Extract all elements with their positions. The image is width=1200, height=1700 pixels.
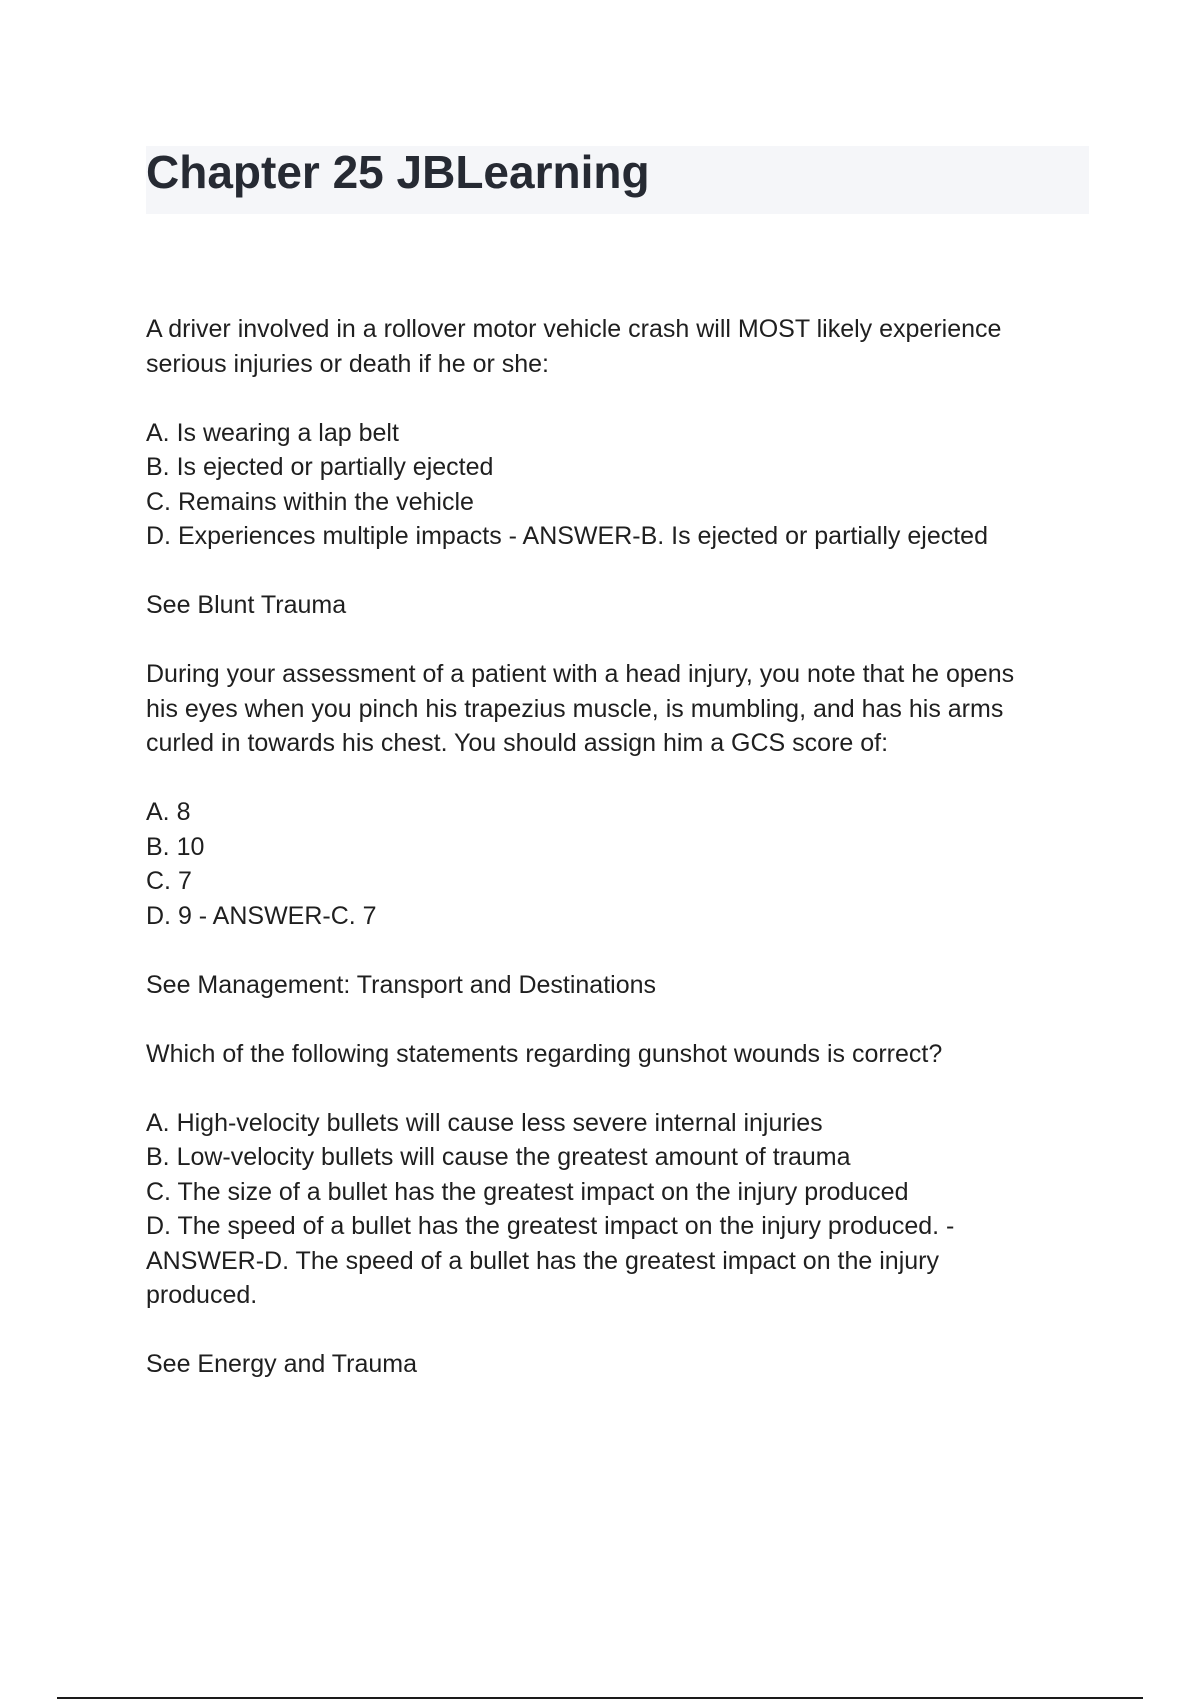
answer-option: B. 10	[146, 832, 205, 861]
answer-option: C. The size of a bullet has the greatest impact on the injury produced	[146, 1177, 909, 1206]
answer-option: B. Is ejected or partially ejected	[146, 453, 494, 481]
question-2-reference	[146, 968, 1096, 1003]
reference-text: See Blunt Trauma	[146, 591, 347, 619]
answer-option: produced.	[146, 1281, 258, 1309]
question-stem-line: his eyes when you pinch his trapezius muscle, is mumbling, and has his arms	[146, 694, 1004, 723]
bottom-divider	[57, 1697, 1143, 1699]
question-3-stem	[146, 1037, 1096, 1072]
question-1-reference	[146, 588, 1096, 623]
answer-option: A. Is wearing a lap belt	[146, 418, 399, 447]
question-stem-line: Which of the following statements regarding gunshot wounds is correct?	[146, 1039, 943, 1068]
question-stem-line: serious injuries or death if he or she:	[146, 349, 549, 378]
answer-option: D. 9 - ANSWER-C. 7	[146, 901, 377, 930]
document-body	[146, 312, 1096, 1416]
reference-text: See Energy and Trauma	[146, 1350, 417, 1378]
question-3-options	[146, 1106, 1096, 1313]
question-stem-line: curled in towards his chest. You should assign him a GCS score of:	[146, 729, 889, 757]
question-1-stem	[146, 312, 1096, 381]
reference-text: See Management: Transport and Destinations	[146, 970, 657, 999]
answer-option: C. 7	[146, 867, 192, 895]
answer-option: B. Low-velocity bullets will cause the greatest amount of trauma	[146, 1143, 851, 1171]
answer-option: A. High-velocity bullets will cause less severe internal injuries	[146, 1108, 823, 1137]
page-title: Chapter 25 JBLearning	[146, 146, 650, 198]
question-3-reference	[146, 1347, 1096, 1382]
answer-option: ANSWER-D. The speed of a bullet has the greatest impact on the injury	[146, 1246, 939, 1275]
question-stem-line: A driver involved in a rollover motor vehicle crash will MOST likely experience	[146, 315, 1002, 343]
answer-option: D. Experiences multiple impacts - ANSWER-B. Is ejected or partially ejected	[146, 522, 988, 550]
question-2-stem	[146, 657, 1096, 761]
question-2-options	[146, 795, 1096, 933]
answer-option: A. 8	[146, 798, 191, 826]
question-1-options	[146, 416, 1096, 554]
answer-option: C. Remains within the vehicle	[146, 487, 474, 516]
question-stem-line: During your assessment of a patient with a head injury, you note that he opens	[146, 660, 1015, 688]
answer-option: D. The speed of a bullet has the greatest impact on the injury produced. -	[146, 1212, 955, 1240]
